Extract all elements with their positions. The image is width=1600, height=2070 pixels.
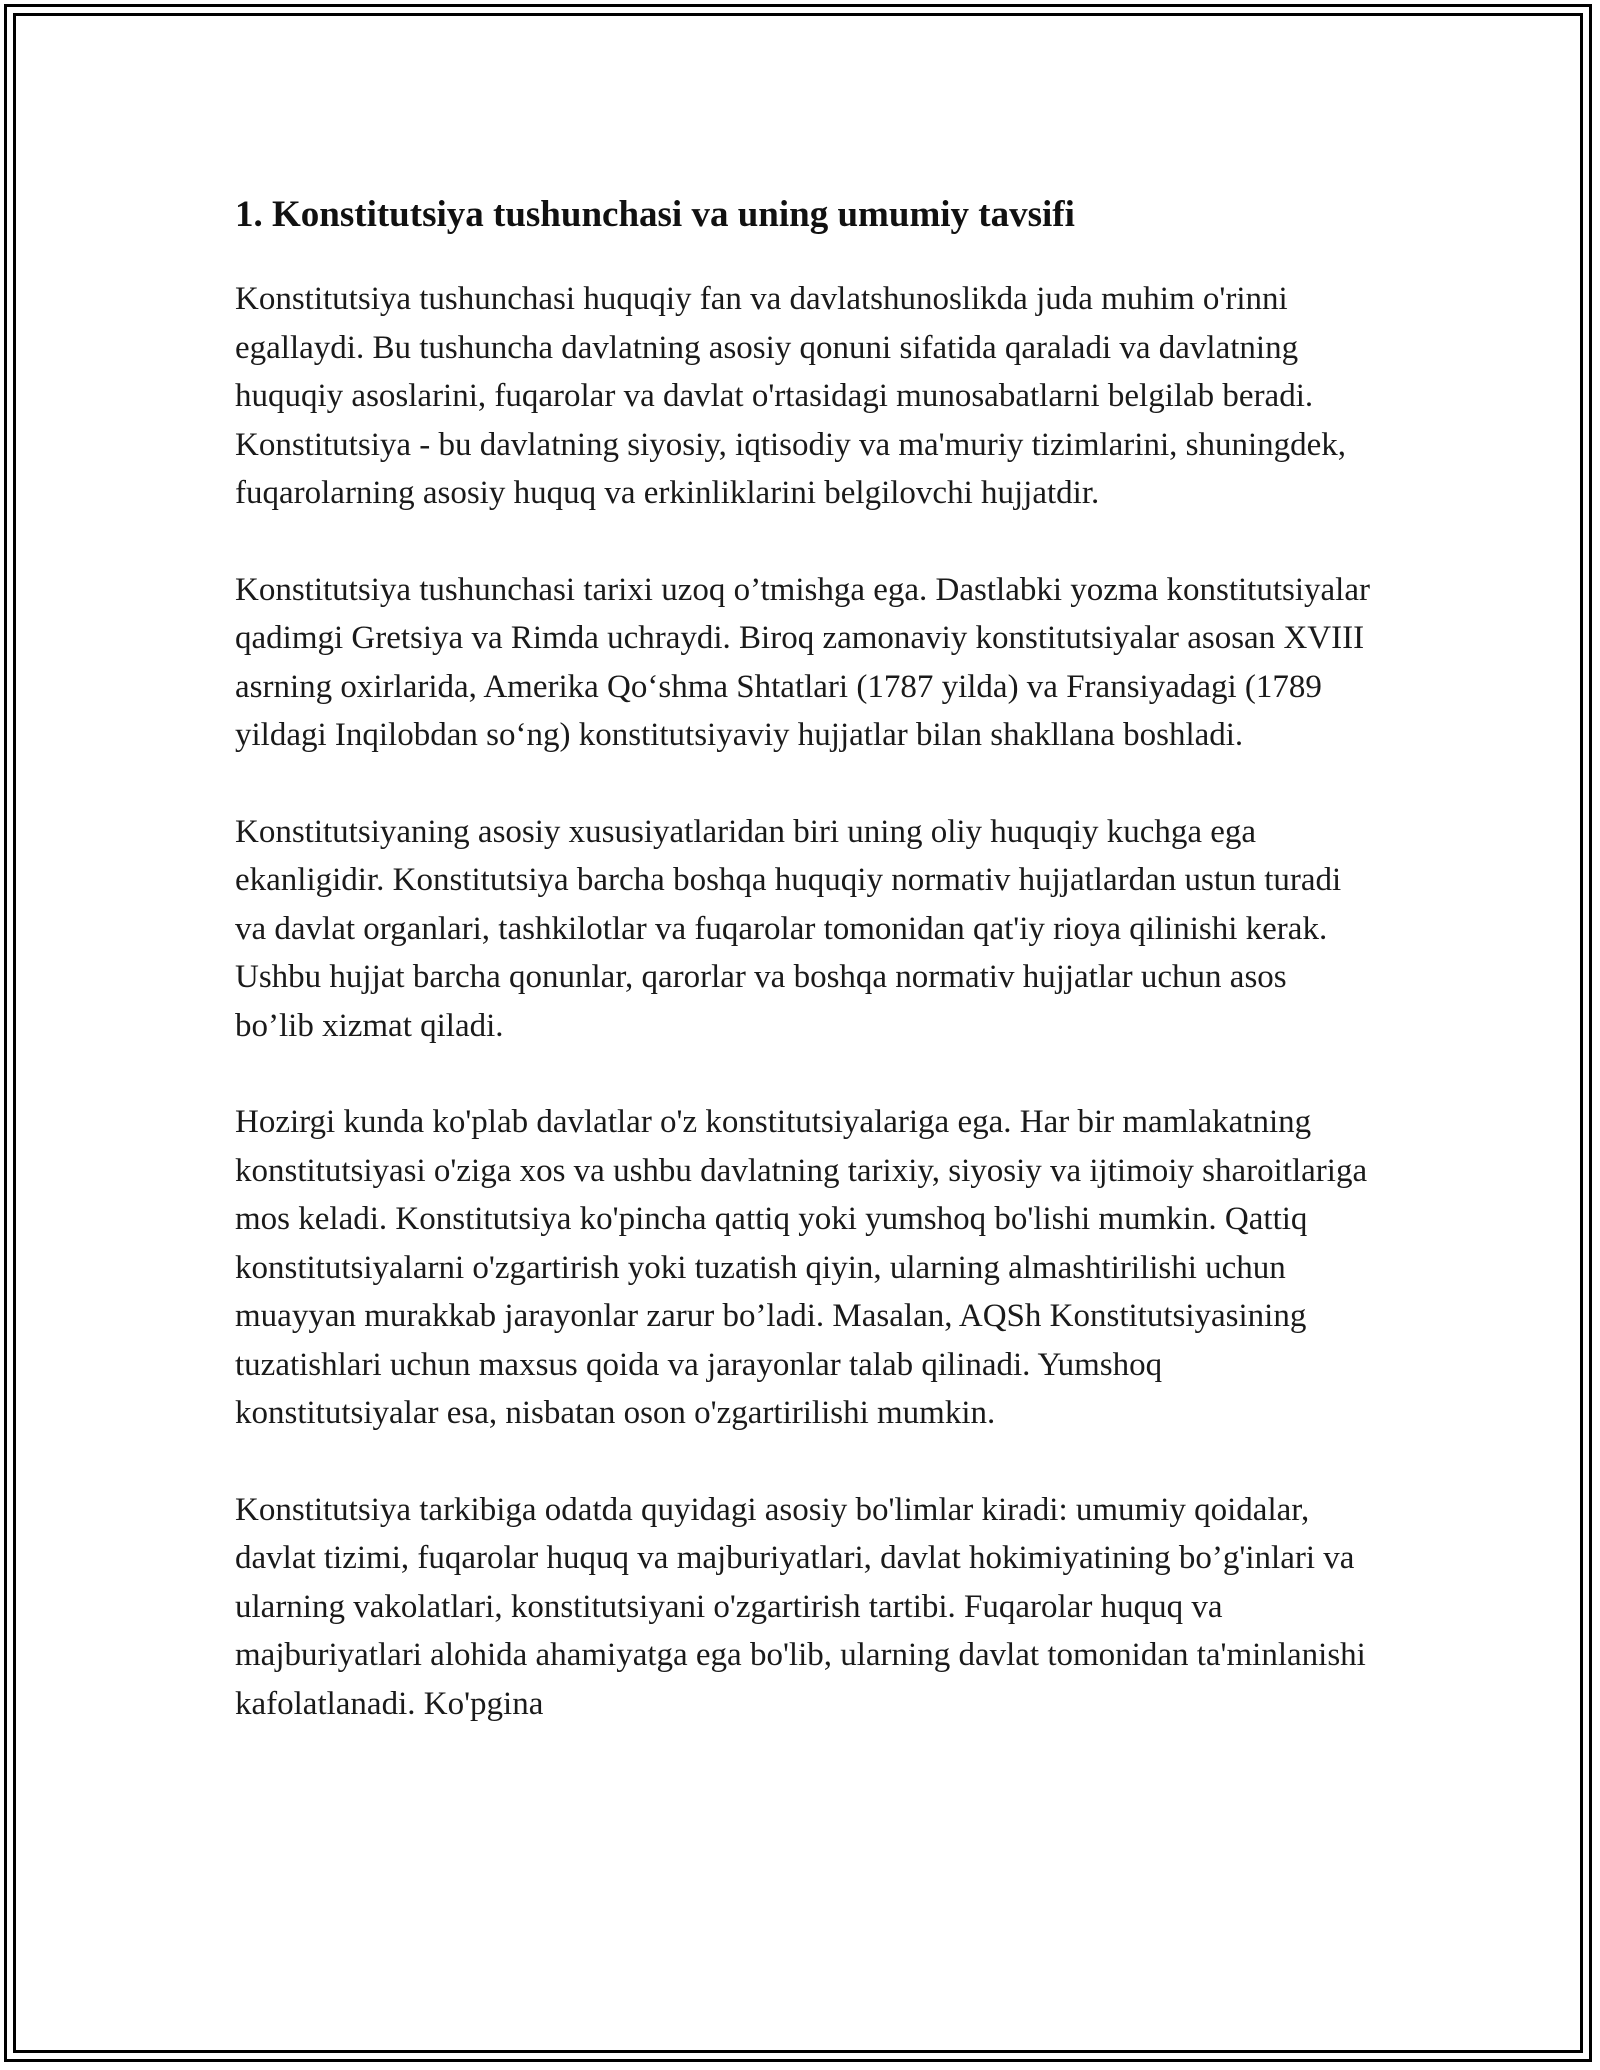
paragraph-1: Konstitutsiya tushunchasi huquqiy fan va davlatshunoslikda juda muhim o'rinni egallaydi. Bu tushuncha davlatning asosiy qonuni sifatida qaraladi va davlatning huquqiy asoslarini, fuqarolar va davlat o'rtasidagi munosabatlarni belgilab beradi. Konstitutsiya - bu davlatning siyosiy, iqtisodiy va ma'muriy tizimlarini, shuningdek, fuqarolarning asosiy huquq va erkinliklarini belgilovchi hujjatdir. bbox=[235, 281, 1347, 511]
paragraph-4: Hozirgi kunda ko'plab davlatlar o'z konstitutsiyalariga ega. Har bir mamlakatning konstitutsiyasi o'ziga xos va ushbu davlatning tarixiy, siyosiy va ijtimoiy sharoitlariga mos keladi. Konstitutsiya ko'pincha qattiq yoki yumshoq bo'lishi mumkin. Qattiq konstitutsiyalarni o'zgartirish yoki tuzatish qiyin, ularning almashtirilishi uchun muayyan murakkab jarayonlar zarur bo’ladi. Masalan, AQSh Konstitutsiyasining tuzatishlari uchun maxsus qoida va jarayonlar talab qilinadi. Yumshoq konstitutsiyalar esa, nisbatan oson o'zgartirilishi mumkin. bbox=[235, 1104, 1368, 1431]
paragraph-3: Konstitutsiyaning asosiy xususiyatlaridan biri uning oliy huquqiy kuchga ega ekanligidir. Konstitutsiya barcha boshqa huquqiy normativ hujjatlardan ustun turadi va davlat organlari, tashkilotlar va fuqarolar tomonidan qat'iy rioya qilinishi kerak. Ushbu hujjat barcha qonunlar, qarorlar va boshqa normativ hujjatlar uchun asos bo’lib xizmat qiladi. bbox=[235, 813, 1342, 1044]
section-heading: 1. Konstitutsiya tushunchasi va uning umumiy tavsifi bbox=[235, 194, 1075, 235]
document-body bbox=[235, 185, 1370, 1728]
paragraph-5: Konstitutsiya tarkibiga odatda quyidagi asosiy bo'limlar kiradi: umumiy qoidalar, davlat tizimi, fuqarolar huquq va majburiyatlari, davlat hokimiyatining bo’g'inlari va ularning vakolatlari, konstitutsiyani o'zgartirish tartibi. Fuqarolar huquq va majburiyatlari alohida ahamiyatga ega bo'lib, ularning davlat tomonidan ta'minlanishi kafolatlanadi. Ko'pgina bbox=[235, 1491, 1366, 1722]
paragraph-2: Konstitutsiya tushunchasi tarixi uzoq o’tmishga ega. Dastlabki yozma konstitutsiyalar qadimgi Gretsiya va Rimda uchraydi. Biroq zamonaviy konstitutsiyalar asosan XVIII asrning oxirlarida, Amerika Qo‘shma Shtatlari (1787 yilda) va Fransiyadagi (1789 yildagi Inqilobdan so‘ng) konstitutsiyaviy hujjatlar bilan shakllana boshladi. bbox=[235, 571, 1370, 753]
